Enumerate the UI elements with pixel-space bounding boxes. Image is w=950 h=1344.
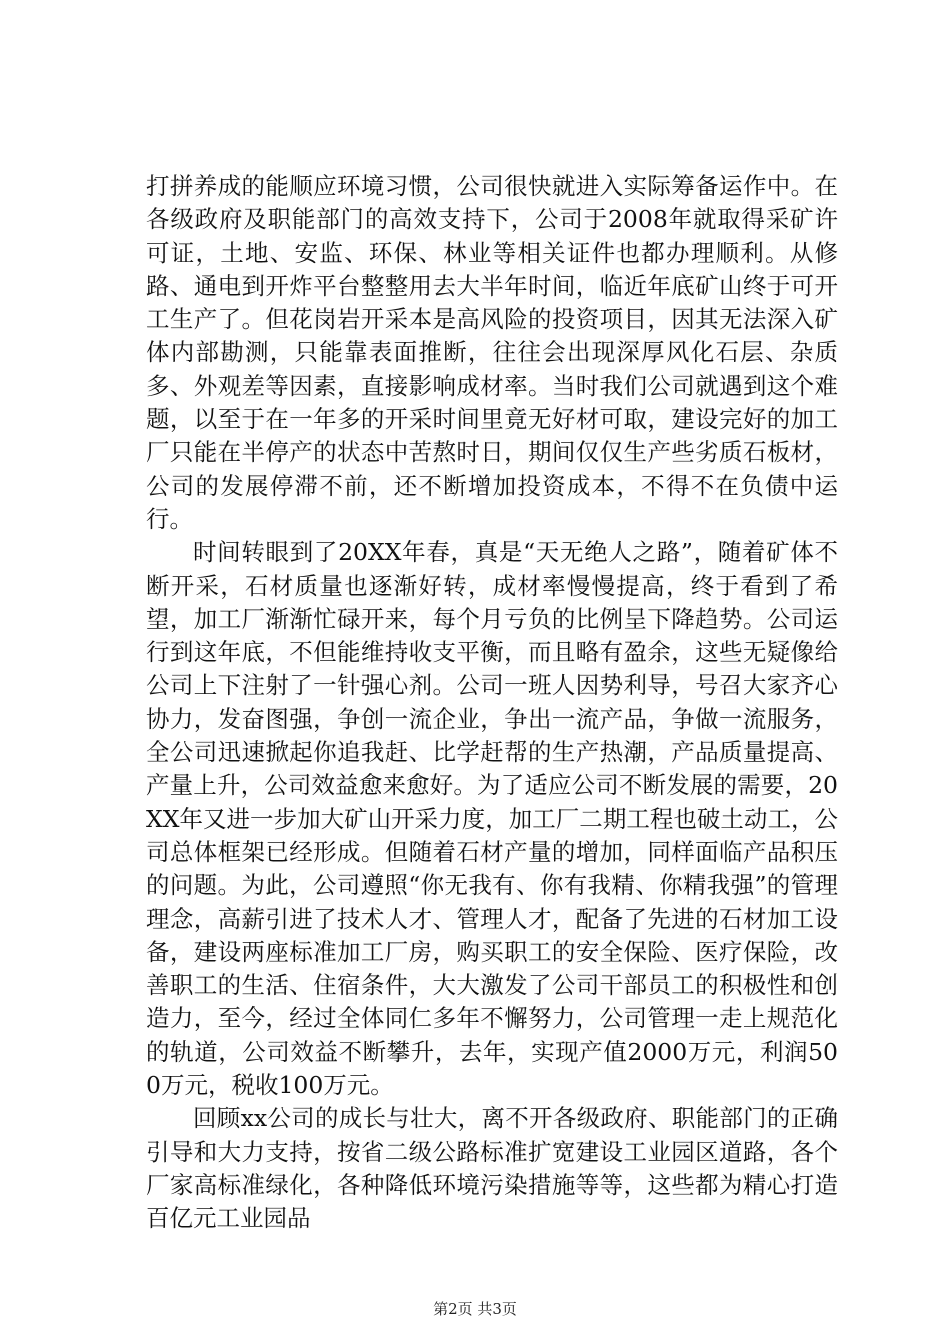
paragraph-1: 打拼养成的能顺应环境习惯，公司很快就进入实际筹备运作中。在各级政府及职能部门的高效支持下，公司于2008年就取得采矿许可证，土地、安监、环保、林业等相关证件也都办理顺利。从修路、通电到开炸平台整整用去大半年时间，临近年底矿山终于可开工生产了。但花岗岩开采本是高风险的投资项目，因其无法深入矿体内部勘测，只能靠表面推断，往往会出现深厚风化石层、杂质多、外观差等因素，直接影响成材率。当时我们公司就遇到这个难题，以至于在一年多的开采时间里竟无好材可取，建设完好的加工厂只能在半停产的状态中苦熬时日，期间仅仅生产些劣质石板材，公司的发展停滞不前，还不断增加投资成本，不得不在负债中运行。 [146,172,838,533]
paragraph-2: 时间转眼到了20XX年春，真是“天无绝人之路”，随着矿体不断开采，石材质量也逐渐好转，成材率慢慢提高，终于看到了希望，加工厂渐渐忙碌开来，每个月亏负的比例呈下降趋势。公司运行到这年底，不但能维持收支平衡，而且略有盈余，这些无疑像给公司上下注射了一针强心剂。公司一班人因势利导，号召大家齐心协力，发奋图强，争创一流企业，争出一流产品，争做一流服务，全公司迅速掀起你追我赶、比学赶帮的生产热潮，产品质量提高、产量上升，公司效益愈来愈好。为了适应公司不断发展的需要，20XX年又进一步加大矿山开采力度，加工厂二期工程也破土动工，公司总体框架已经形成。但随着石材产量的增加，同样面临产品积压的问题。为此，公司遵照“你无我有、你有我精、你精我强”的管理理念，高薪引进了技术人才、管理人才，配备了先进的石材加工设备，建设两座标准加工厂房，购买职工的安全保险、医疗保险，改善职工的生活、住宿条件，大大激发了公司干部员工的积极性和创造力，至今，经过全体同仁多年不懈努力，公司管理一走上规范化的轨道，公司效益不断攀升，去年，实现产值2000万元，利润500万元，税收100万元。 [146,538,838,1100]
paragraph-3: 回顾xx公司的成长与壮大，离不开各级政府、职能部门的正确引导和大力支持，按省二级公路标准扩宽建设工业园区道路，各个厂家高标准绿化，各种降低环境污染措施等等，这些都为精心打造百亿元工业园品 [146,1104,838,1233]
page-footer: 第2页 共3页 [433,1300,517,1318]
document-body [146,170,838,1236]
